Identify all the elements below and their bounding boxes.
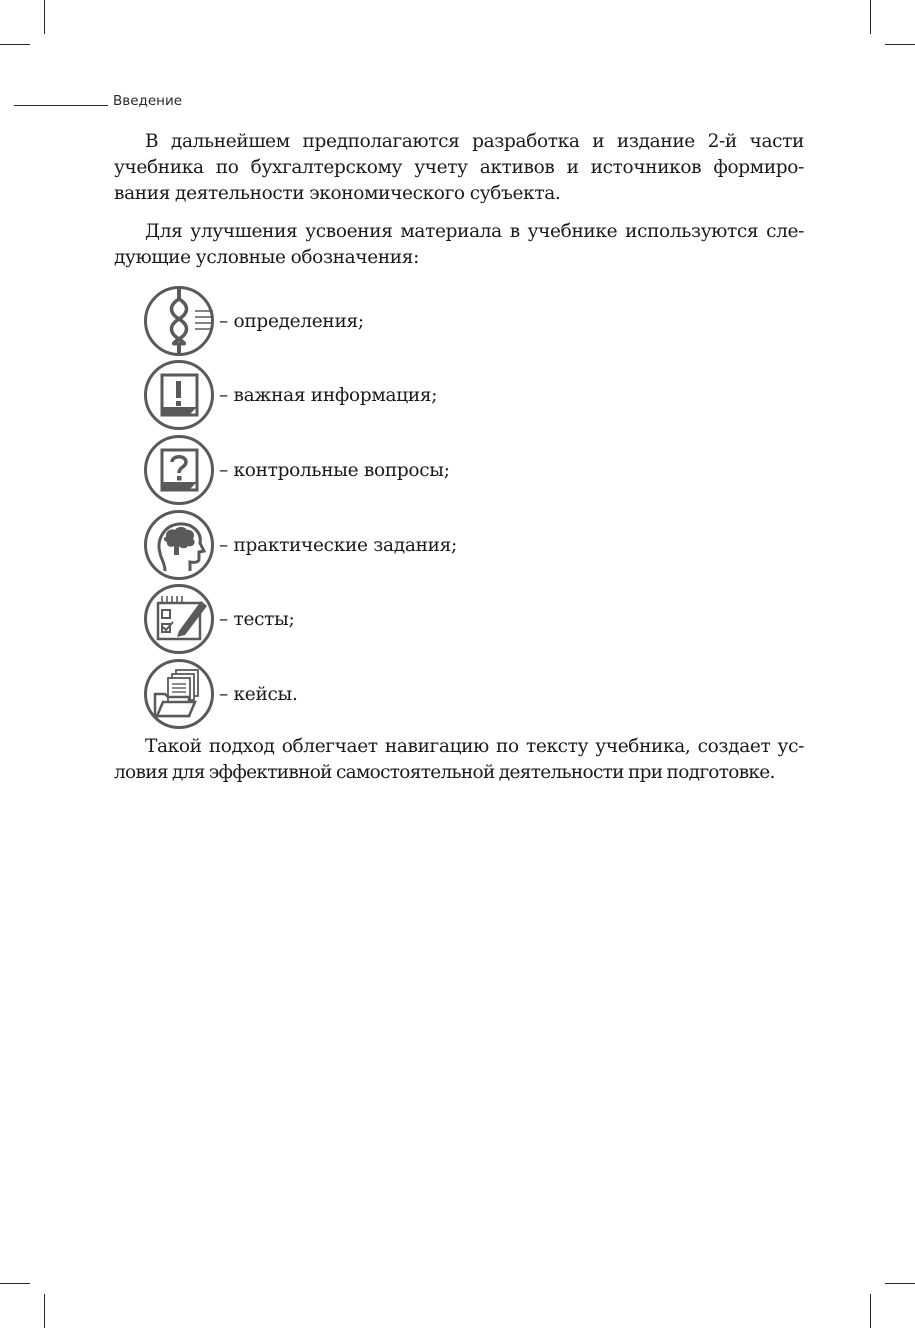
paragraph-line: Такой подход облегчает навигацию по тексту учебника, создает ус- [145, 736, 804, 757]
folder-documents-icon [143, 658, 215, 730]
running-head-rule [14, 105, 108, 106]
legend-label: – контрольные вопросы; [219, 459, 450, 481]
legend-item-questions [143, 433, 450, 507]
crop-mark [44, 0, 45, 34]
checklist-pencil-icon [143, 583, 215, 655]
question-note-icon [143, 434, 215, 506]
legend-label: – кейсы. [219, 683, 298, 705]
knot-icon [143, 285, 215, 357]
exclamation-note-icon [143, 359, 215, 431]
legend-item-cases [143, 657, 298, 731]
legend-item-definitions [143, 284, 364, 358]
crop-mark [0, 44, 30, 45]
legend-label: – практические задания; [219, 534, 457, 556]
brain-head-icon [143, 509, 215, 581]
crop-mark [885, 1283, 915, 1284]
paragraph-line: дующие условные обозначения: [114, 247, 419, 268]
legend-label: – важная информация; [219, 384, 438, 406]
crop-mark [44, 1294, 45, 1328]
paragraph-1 [114, 129, 804, 207]
legend-item-practice [143, 508, 457, 582]
paragraph-line: Для улучшения усвоения материала в учебнике используются сле- [145, 221, 804, 242]
legend-label: – определения; [219, 310, 364, 332]
running-head [14, 93, 182, 109]
paragraph-3 [114, 734, 804, 786]
paragraph-line: В дальнейшем предполагаются разработка и издание 2-й части [145, 131, 804, 152]
paragraph-line: ловия для эффективной самостоятельной деятельности при подготовке. [114, 762, 775, 783]
legend-label: – тесты; [219, 608, 295, 630]
crop-mark [870, 1294, 871, 1328]
crop-mark [885, 44, 915, 45]
paragraph-line: вания деятельности экономического субъекта. [114, 183, 561, 204]
paragraph-line: учебника по бухгалтерскому учету активов и источников формиро- [114, 157, 804, 178]
legend-item-tests [143, 582, 294, 656]
legend-item-important [143, 358, 437, 432]
crop-mark [870, 0, 871, 34]
paragraph-2 [114, 219, 804, 271]
running-head-label: Введение [113, 93, 183, 109]
crop-mark [0, 1283, 30, 1284]
